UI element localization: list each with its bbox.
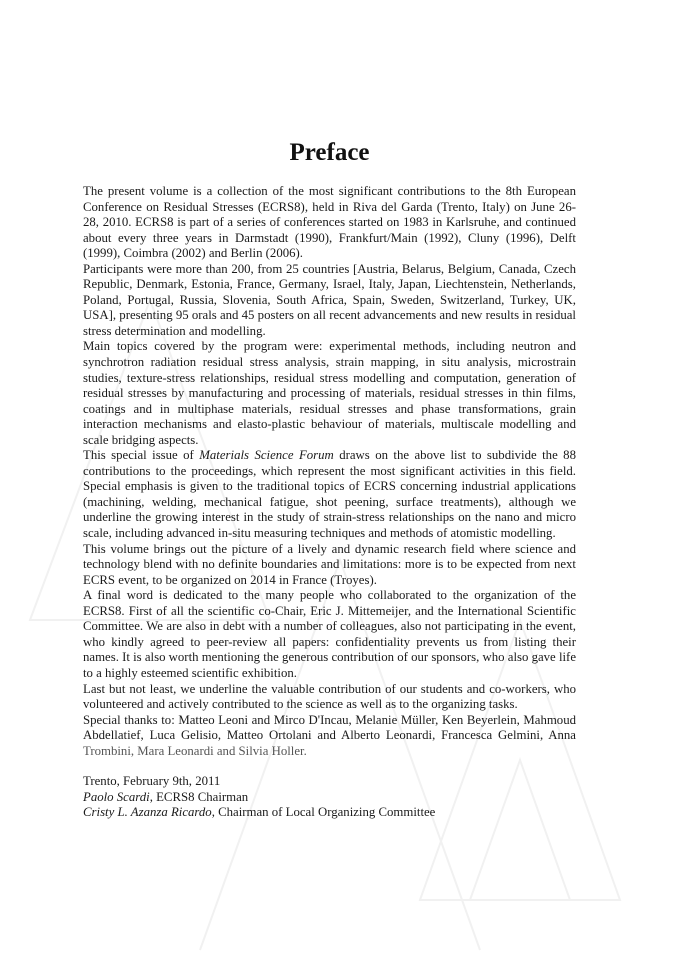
page-title: Preface <box>289 139 370 166</box>
paragraph-special-issue <box>83 448 576 541</box>
special-issue-text-end: draws on the above list to subdivide the 88 contributions to the proceedings, which represent the most significant activities in this field. Special emphasis is given to the traditional topics of ECRS concerning industrial applications (machining, welding, mechanical fatigue, shot peening, surface treatments), although we underline the growing interest in the study of strain-stress relationships on the nano and micro scale, including advanced in-situ measuring techniques and methods of atomistic modelling. <box>83 448 576 541</box>
paragraph-intro: The present volume is a collection of the most significant contributions to the 8th European Conference on Residual Stresses (ECRS8), held in Riva del Garda (Trento, Italy) on June 26-28, 2010. ECRS8 is part of a series of conferences started on 1983 in Karlsruhe, and continued about every three years in Darmstadt (1990), Frankfurt/Main (1992), Cluny (1996), Delft (1999), Coimbra (2002) and Berlin (2006). <box>83 184 576 261</box>
signature-spacer <box>83 759 576 774</box>
local-chair-name: Cristy L. Azanza Ricardo <box>83 805 212 820</box>
chairman-role: , ECRS8 Chairman <box>149 789 249 804</box>
preface-page <box>83 138 576 821</box>
special-issue-text-start: This special issue of <box>83 448 200 463</box>
signature-chairman <box>83 790 576 806</box>
signature-date: Trento, February 9th, 2011 <box>83 774 221 789</box>
chairman-name: Paolo Scardi <box>83 789 150 804</box>
special-thanks-text: Special thanks to: Matteo Leoni and Mirco D'Incau, Melanie Müller, Ken Beyerlein, Mahmoud Abdellatief, Luca Gelisio, Matteo Ortolani and Alberto Leonardi, Francesca Gelmini, Anna <box>83 712 576 743</box>
signature-local-chair <box>83 805 576 821</box>
paragraph-special-thanks <box>83 713 576 760</box>
paragraph-acknowledgements: A final word is dedicated to the many people who collaborated to the organization of the ECRS8. First of all the scientific co-Chair, Eric J. Mittemeijer, and the International Scientific Committee. We are also in debt with a number of colleagues, also not participating in the event, who kindly agreed to peer-review all papers: confidentiality prevents us from listing their names. It is also worth mentioning the generous contribution of our sponsors, who also gave life to a highly esteemed scientific exhibition. <box>83 588 576 680</box>
paragraph-students: Last but not least, we underline the valuable contribution of our students and co-workers, who volunteered and actively contributed to the science as well as to the organizing tasks. <box>83 681 576 712</box>
paragraph-participants: Participants were more than 200, from 25 countries [Austria, Belarus, Belgium, Canada, Czech Republic, Denmark, Estonia, France, Germany, Israel, Italy, Japan, Liechtenstein, Netherlands, Poland, Portugal, Russia, Slovenia, South Africa, Spain, Sweden, Switzerland, Turkey, UK, USA], presenting 95 orals and 45 posters on all recent advancements and new results in residual stress determination and modelling. <box>83 261 576 338</box>
journal-title: Materials Science Forum <box>199 448 334 463</box>
paragraph-outlook: This volume brings out the picture of a lively and dynamic research field where science and technology blend with no definite boundaries and limitations: more is to be expected from next ECRS event, to be organized on 2014 in France (Troyes). <box>83 541 576 587</box>
local-chair-role: , Chairman of Local Organizing Committee <box>211 805 436 820</box>
special-thanks-faded-text: Trombini, Mara Leonardi and Silvia Holler. <box>83 743 307 758</box>
paragraph-topics: Main topics covered by the program were: experimental methods, including neutron and synchrotron radiation residual stress analysis, strain mapping, in situ analysis, microstrain studies, texture-stress relationships, residual stress modelling and computation, generation of residual stresses by manufacturing and processing of materials, residual stresses in thin films, coatings and in multiphase materials, residual stresses and phase transformations, grain interaction mechanisms and elasto-plastic behaviour of materials, multiscale modelling and scale bridging aspects. <box>83 339 576 447</box>
